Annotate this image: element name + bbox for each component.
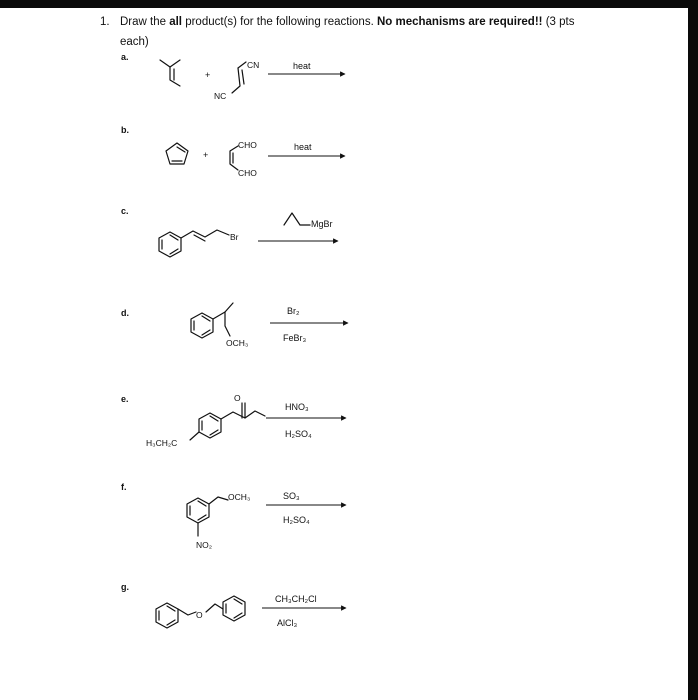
reaction-g-condition-below: AlCl₃ <box>277 618 298 628</box>
reaction-g-label: g. <box>121 582 129 592</box>
question-text-all: all <box>169 16 183 28</box>
reaction-e-o-atom: O <box>234 393 241 403</box>
reaction-c-condition-above: MgBr <box>311 219 333 229</box>
reaction-f-nitro-ether <box>187 497 228 536</box>
reaction-e-label: e. <box>121 394 129 404</box>
reaction-f-label: f. <box>121 482 127 492</box>
reaction-d-condition-above: Br₂ <box>287 306 300 316</box>
reaction-c-cinnamyl-bromide <box>159 230 229 257</box>
reaction-a-label: a. <box>121 52 129 62</box>
question-text-note: No mechanisms are required!! <box>376 16 543 28</box>
reaction-f-condition-below: H₂SO₄ <box>283 515 310 525</box>
reaction-a-condition-above: heat <box>293 61 311 71</box>
reaction-b-cyclopentadiene <box>166 143 188 164</box>
reaction-f-no2-atom: NO₂ <box>196 540 213 550</box>
reaction-b-plus: + <box>203 150 209 160</box>
reaction-c-label: c. <box>121 206 129 216</box>
question-number: 1. <box>100 16 110 28</box>
question-text-line2: each) <box>120 36 149 48</box>
reaction-e-condition-below: H₂SO₄ <box>285 429 312 439</box>
reaction-b-cho-bottom: CHO <box>238 168 257 178</box>
reaction-a-plus: + <box>205 70 211 80</box>
question-text-points: (3 pts <box>542 16 575 28</box>
reaction-a-cn-atom: CN <box>247 60 260 70</box>
reaction-e-aryl-ketone <box>190 403 265 440</box>
question-text-mid: product(s) for the following reactions. <box>182 16 377 28</box>
reaction-f-condition-above: SO₃ <box>283 491 300 501</box>
reaction-c-grignard <box>284 213 310 225</box>
reaction-g-o-atom: O <box>196 610 203 620</box>
reaction-d-label: d. <box>121 308 129 318</box>
reaction-f-och3-atom: OCH₃ <box>228 492 251 502</box>
reaction-d-methylanisole <box>191 303 233 338</box>
reaction-e-condition-above: HNO₃ <box>285 402 309 412</box>
reaction-b-condition-above: heat <box>294 142 312 152</box>
question-text-prefix: Draw the <box>120 16 170 28</box>
reaction-e-ethyl-group: H₃CH₂C <box>146 438 178 448</box>
reaction-a-diene <box>160 60 180 86</box>
reaction-c-br-atom: Br <box>230 232 239 242</box>
reaction-d-och3-atom: OCH₃ <box>226 338 249 348</box>
reaction-b-dialdehyde <box>230 146 238 170</box>
reaction-a-nc-atom: NC <box>214 91 227 101</box>
reaction-b-label: b. <box>121 125 129 135</box>
reaction-g-condition-above: CH₃CH₂Cl <box>275 594 317 604</box>
reaction-d-condition-below: FeBr₃ <box>283 333 307 343</box>
reaction-b-cho-top: CHO <box>238 140 257 150</box>
reaction-a-dienophile <box>232 62 246 93</box>
